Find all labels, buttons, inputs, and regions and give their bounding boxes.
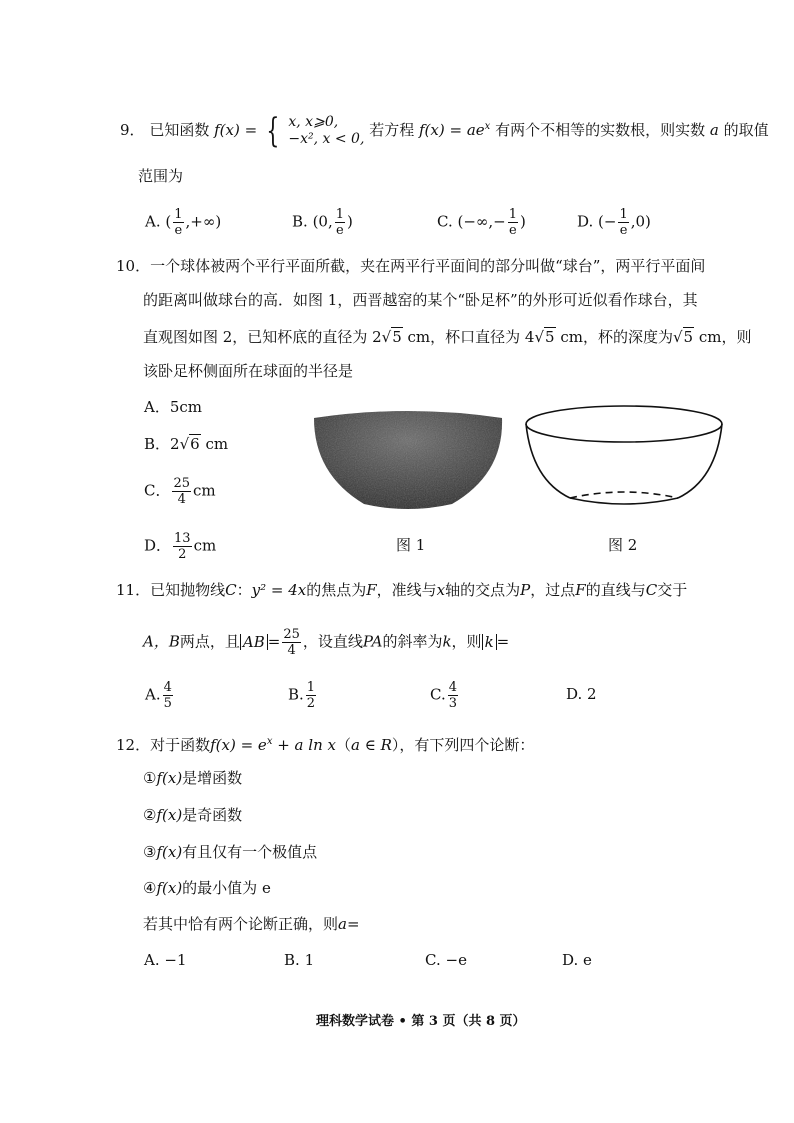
q11-var: k: [442, 632, 452, 651]
circled-number: ③: [143, 843, 157, 861]
q12-question: [143, 914, 360, 934]
q12-text: 是增函数: [182, 769, 243, 787]
q11-text: 已知抛物线: [150, 581, 226, 599]
q9-text: 已知函数: [149, 121, 210, 139]
q9-option-d[interactable]: [577, 207, 651, 238]
radicand: 5: [392, 328, 402, 346]
q12-text: 若其中恰有两个论断正确，则: [143, 915, 339, 933]
q12-option-a[interactable]: [144, 950, 187, 970]
option-text: ,+∞): [185, 212, 222, 231]
option-label: A.: [145, 685, 161, 704]
option-label: D.: [577, 212, 594, 231]
fraction: [335, 207, 345, 238]
fraction-num: 25: [283, 627, 300, 642]
q12-text: =: [346, 915, 360, 933]
fraction: [618, 207, 628, 238]
q11-var: F: [575, 581, 586, 599]
q11-text: 交于: [657, 581, 688, 599]
option-text: (−: [598, 212, 617, 231]
fraction-num: 1: [306, 680, 316, 695]
sqrt-expression: √5: [534, 328, 555, 346]
radicand: 5: [545, 328, 555, 346]
q11-equation: y² = 4x: [251, 581, 307, 599]
option-text: −e: [445, 951, 467, 969]
fraction-den: e: [336, 223, 344, 238]
circled-number: ②: [143, 806, 157, 824]
q9-line2: 范围为: [138, 167, 184, 185]
fraction-num: 13: [174, 531, 191, 546]
q11-var: F: [366, 581, 377, 599]
fraction: [173, 207, 183, 238]
page-footer: 理科数学试卷 • 第 3 页（共 8 页）: [316, 1014, 526, 1029]
fraction-den: 3: [448, 696, 457, 711]
q11-text: 的斜率为: [382, 632, 443, 651]
q11-option-a[interactable]: [145, 680, 175, 711]
option-text: B．2: [144, 435, 180, 453]
fraction-den: e: [619, 223, 628, 238]
sqrt-expression: √6: [179, 435, 200, 453]
q10-text: 直观图如图 2，已知杯底的直径为 2: [143, 328, 382, 346]
q11-text: ，设直线: [302, 632, 363, 651]
q12-statement-3: [143, 842, 317, 862]
option-label: B.: [284, 951, 300, 969]
q12-text: 是奇函数: [182, 806, 243, 824]
option-text: cm: [193, 481, 216, 500]
option-label: C.: [437, 212, 453, 231]
fraction: [306, 680, 316, 711]
figure-2-caption: 图 2: [608, 536, 638, 554]
q11-option-c[interactable]: [430, 680, 460, 711]
q11-line2: [143, 627, 509, 658]
q11-text: =: [496, 632, 510, 651]
q10-number: 10．: [116, 257, 151, 275]
q12-text: （: [335, 736, 351, 754]
fraction-den: e: [174, 223, 183, 238]
option-text: cm: [193, 536, 217, 555]
q11-text: 的焦点为: [306, 581, 367, 599]
fraction: [173, 531, 192, 562]
q12-option-c[interactable]: [425, 950, 467, 970]
q9-piecewise: [288, 114, 364, 148]
fraction: [172, 476, 191, 507]
q9-var-a: a: [709, 121, 719, 139]
option-label: B.: [292, 212, 308, 231]
q11-var: P: [520, 581, 531, 599]
radicand: 5: [683, 328, 694, 346]
option-text: ,0): [630, 212, 651, 231]
option-text: C．: [144, 481, 171, 500]
q12-function: f(x): [156, 879, 183, 897]
q11-var: C: [225, 581, 237, 599]
q10-option-a[interactable]: A．5cm: [144, 398, 203, 416]
q10-text: cm，则: [694, 328, 752, 346]
q12-function: f(x): [156, 806, 183, 824]
fraction-num: 1: [619, 207, 628, 222]
option-text: ): [347, 212, 353, 231]
fraction: [508, 207, 518, 238]
q9-function: f(x) =: [214, 121, 258, 139]
q9-line1: [120, 111, 769, 151]
fraction-den: 5: [163, 696, 172, 711]
q12-exponent: x: [266, 736, 273, 747]
q12-statement-2: [143, 805, 242, 825]
q10-line2: 的距离叫做球台的高．如图 1，西晋越窑的某个“卧足杯”的外形可近似看作球台，其: [143, 291, 698, 309]
q10-option-d[interactable]: [144, 531, 216, 562]
q12-function: f(x): [156, 843, 183, 861]
q9-text: 若方程: [369, 121, 415, 139]
option-text: D．: [144, 536, 172, 555]
q11-text: ，过点: [530, 581, 576, 599]
q12-function: + a ln x: [272, 736, 336, 754]
fraction-den: e: [509, 223, 517, 238]
q12-text: 有且仅有一个极值点: [182, 843, 318, 861]
radicand: 6: [190, 435, 200, 453]
option-text: −1: [164, 951, 187, 969]
option-label: C.: [425, 951, 441, 969]
option-text: ): [520, 212, 526, 231]
figure-2-bowl-diagram: [522, 400, 727, 515]
q10-line4: 该卧足杯侧面所在球面的半径是: [143, 362, 354, 380]
fraction: [163, 680, 173, 711]
q11-text: ，则: [451, 632, 482, 651]
sqrt-expression: √5: [672, 328, 694, 346]
fraction-num: 4: [448, 680, 457, 695]
q9-equation: f(x) = ae: [419, 121, 485, 139]
fraction-num: 4: [163, 680, 172, 695]
q9-case2: −x², x < 0,: [288, 131, 365, 147]
q11-abs-k: k: [482, 634, 497, 650]
q10-text: cm，杯的深度为: [555, 328, 673, 346]
q11-abs-ab: AB: [240, 634, 268, 650]
q11-line1: [116, 580, 687, 600]
q11-text: 轴的交点为: [445, 581, 521, 599]
q9-text: 有两个不相等的实数根，则实数: [495, 121, 706, 139]
q9-case1: x, x⩾0,: [288, 114, 339, 130]
q10-line1: [116, 256, 705, 276]
q12-function: f(x): [156, 769, 183, 787]
option-text: 1: [304, 951, 315, 969]
q11-text: 两点，且: [179, 632, 240, 651]
fraction: [448, 680, 458, 711]
q12-text: ），有下列四个论断：: [391, 736, 535, 754]
q12-condition: a ∈ R: [350, 736, 392, 754]
q10-option-b[interactable]: [144, 434, 228, 454]
option-label: D.: [566, 685, 583, 703]
option-label: C.: [430, 685, 446, 704]
q11-number: 11．: [116, 581, 151, 599]
figure-1-bowl-photo: [312, 404, 504, 514]
fraction-den: 2: [306, 696, 316, 711]
circled-number: ④: [143, 879, 157, 897]
q12-number: 12．: [116, 736, 151, 754]
brace-symbol: {: [266, 111, 280, 151]
q12-function: f(x) = e: [210, 736, 267, 754]
q12-line1: [116, 732, 534, 755]
option-label: A.: [145, 212, 161, 231]
q9-number: 9．: [120, 121, 145, 139]
q10-text: cm，杯口直径为 4: [402, 328, 535, 346]
q9-option-c[interactable]: [437, 207, 526, 238]
fraction-den: 4: [177, 492, 186, 507]
q12-statement-1: [143, 768, 242, 788]
q12-option-b[interactable]: [284, 950, 314, 970]
option-label: A.: [144, 951, 160, 969]
q9-option-b[interactable]: [292, 207, 353, 238]
q11-var: x: [436, 581, 446, 599]
q11-var: A，B: [143, 632, 180, 651]
fraction: [282, 627, 301, 658]
q12-option-d[interactable]: [562, 950, 592, 970]
fraction-den: 2: [178, 547, 187, 562]
circled-number: ①: [143, 769, 157, 787]
q9-text: 的取值: [723, 121, 769, 139]
fraction-num: 25: [173, 476, 191, 491]
q10-option-c[interactable]: [144, 476, 216, 507]
q11-text: ，准线与: [376, 581, 437, 599]
q12-text: 的最小值为 e: [182, 879, 271, 897]
q9-exponent: x: [484, 121, 491, 132]
q11-var: C: [645, 581, 658, 599]
sqrt-expression: √5: [381, 328, 402, 346]
q11-text: =: [267, 632, 281, 651]
q12-statement-4: [143, 878, 271, 898]
option-text: (−∞,−: [457, 212, 506, 231]
option-label: B.: [288, 685, 304, 704]
q12-var-a: a: [338, 915, 347, 933]
option-text: (: [165, 212, 172, 231]
q11-text: 的直线与: [585, 581, 646, 599]
fraction-den: 4: [287, 643, 296, 658]
option-label: D.: [562, 951, 579, 969]
q11-var: PA: [362, 632, 383, 651]
q10-line3: [143, 327, 751, 347]
fraction-num: 1: [508, 207, 518, 222]
fraction-num: 1: [174, 207, 183, 222]
option-text: (0,: [312, 212, 333, 231]
option-text: 2: [587, 685, 597, 703]
option-text: e: [583, 951, 592, 969]
fraction-num: 1: [335, 207, 345, 222]
figure-1-caption: 图 1: [396, 536, 426, 554]
q11-option-b[interactable]: [288, 680, 318, 711]
q10-text: 一个球体被两个平行平面所截，夹在两平行平面间的部分叫做“球台”，两平行平面间: [150, 257, 706, 275]
q11-option-d[interactable]: [566, 684, 597, 704]
q9-option-a[interactable]: [145, 207, 221, 238]
q12-text: 对于函数: [150, 736, 211, 754]
option-text: cm: [200, 435, 229, 453]
q11-text: ：: [236, 581, 252, 599]
